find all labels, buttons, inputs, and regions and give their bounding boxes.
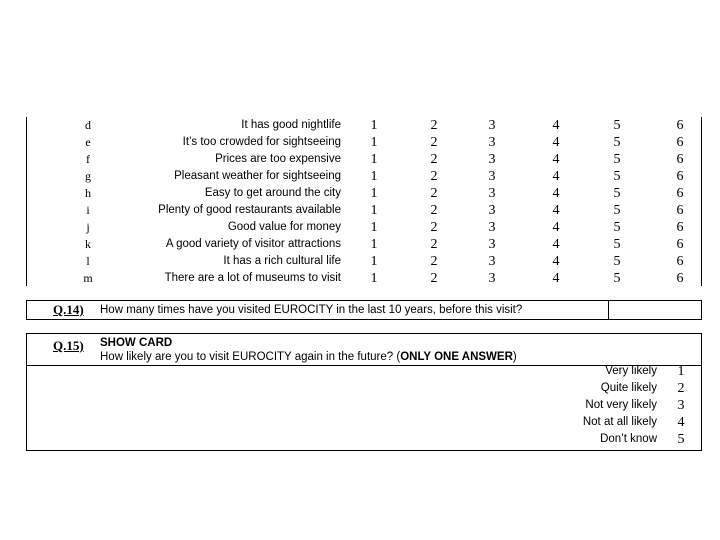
rating-option-4[interactable]: 4 (552, 237, 560, 252)
rating-option-4[interactable]: 4 (552, 169, 560, 184)
rating-option-6[interactable]: 6 (676, 169, 684, 184)
rating-option-4[interactable]: 4 (552, 203, 560, 218)
rating-option-5[interactable]: 5 (613, 271, 621, 286)
row-letter: g (85, 169, 91, 183)
answer-option-code[interactable]: 2 (677, 381, 685, 396)
rating-option-5[interactable]: 5 (613, 135, 621, 150)
row-statement: Pleasant weather for sightseeing (174, 170, 341, 182)
answer-option[interactable] (27, 380, 701, 397)
table-row (26, 219, 702, 236)
answer-option-code[interactable]: 5 (677, 432, 685, 447)
rating-option-5[interactable]: 5 (613, 186, 621, 201)
rating-option-6[interactable]: 6 (676, 135, 684, 150)
rating-option-4[interactable]: 4 (552, 186, 560, 201)
row-letter: e (85, 135, 91, 149)
question-15-text (100, 350, 517, 364)
rating-option-1[interactable]: 1 (370, 135, 378, 150)
rating-option-3[interactable]: 3 (488, 152, 496, 167)
rating-table (26, 117, 702, 286)
row-letter: m (83, 271, 93, 285)
row-letter: j (86, 220, 90, 234)
rating-option-2[interactable]: 2 (430, 152, 438, 167)
rating-option-5[interactable]: 5 (613, 203, 621, 218)
question-15-number: Q.15) (53, 338, 84, 353)
rating-option-3[interactable]: 3 (488, 271, 496, 286)
rating-option-1[interactable]: 1 (370, 254, 378, 269)
answer-option-label: Quite likely (600, 382, 657, 394)
row-statement: It has a rich cultural life (223, 255, 341, 267)
answer-option[interactable] (27, 414, 701, 431)
rating-option-4[interactable]: 4 (552, 271, 560, 286)
row-statement: Plenty of good restaurants available (158, 204, 341, 216)
rating-option-4[interactable]: 4 (552, 220, 560, 235)
rating-option-5[interactable]: 5 (613, 254, 621, 269)
rating-option-3[interactable]: 3 (488, 203, 496, 218)
question-14-box (26, 300, 702, 320)
rating-option-2[interactable]: 2 (430, 169, 438, 184)
row-statement: There are a lot of museums to visit (164, 272, 341, 284)
answer-option[interactable] (27, 363, 701, 380)
answer-option[interactable] (27, 431, 701, 448)
question-14-answer-cell[interactable] (609, 301, 701, 319)
rating-option-2[interactable]: 2 (430, 271, 438, 286)
question-14-text: How many times have you visited EUROCITY in the last 10 years, before this visit? (100, 304, 523, 316)
answer-option-label: Not at all likely (582, 416, 657, 428)
rating-option-5[interactable]: 5 (613, 237, 621, 252)
answer-option[interactable] (27, 397, 701, 414)
table-row (26, 270, 702, 287)
rating-option-6[interactable]: 6 (676, 118, 684, 133)
rating-option-3[interactable]: 3 (488, 118, 496, 133)
rating-option-4[interactable]: 4 (552, 135, 560, 150)
rating-option-2[interactable]: 2 (430, 203, 438, 218)
row-letter: f (86, 152, 90, 166)
rating-option-5[interactable]: 5 (613, 118, 621, 133)
rating-option-5[interactable]: 5 (613, 220, 621, 235)
question-15-box (26, 333, 702, 451)
table-row (26, 151, 702, 168)
rating-option-1[interactable]: 1 (370, 118, 378, 133)
rating-option-6[interactable]: 6 (676, 254, 684, 269)
rating-option-3[interactable]: 3 (488, 237, 496, 252)
row-statement: Prices are too expensive (215, 153, 341, 165)
question-15-text-end: ) (512, 351, 517, 363)
rating-option-6[interactable]: 6 (676, 203, 684, 218)
rating-option-2[interactable]: 2 (430, 254, 438, 269)
answer-option-label: Very likely (605, 365, 657, 377)
rating-option-6[interactable]: 6 (676, 271, 684, 286)
rating-option-1[interactable]: 1 (370, 237, 378, 252)
row-statement: Good value for money (227, 221, 341, 233)
rating-option-2[interactable]: 2 (430, 118, 438, 133)
table-row (26, 168, 702, 185)
answer-option-label: Not very likely (585, 399, 657, 411)
answer-option-code[interactable]: 3 (677, 398, 685, 413)
show-card-label: SHOW CARD (100, 337, 173, 349)
rating-option-1[interactable]: 1 (370, 169, 378, 184)
answer-option-code[interactable]: 1 (677, 364, 685, 379)
table-row (26, 134, 702, 151)
answer-option-label: Don’t know (600, 433, 657, 445)
rating-option-2[interactable]: 2 (430, 135, 438, 150)
rating-option-3[interactable]: 3 (488, 186, 496, 201)
rating-option-2[interactable]: 2 (430, 186, 438, 201)
rating-option-5[interactable]: 5 (613, 152, 621, 167)
rating-option-5[interactable]: 5 (613, 169, 621, 184)
row-statement: A good variety of visitor attractions (165, 238, 341, 250)
row-letter: h (85, 186, 91, 200)
row-letter: l (86, 254, 90, 268)
rating-option-2[interactable]: 2 (430, 220, 438, 235)
table-row (26, 253, 702, 270)
rating-option-1[interactable]: 1 (370, 152, 378, 167)
row-letter: k (85, 237, 91, 251)
rating-option-3[interactable]: 3 (488, 254, 496, 269)
rating-option-1[interactable]: 1 (370, 271, 378, 286)
rating-option-6[interactable]: 6 (676, 220, 684, 235)
table-row (26, 185, 702, 202)
rating-option-2[interactable]: 2 (430, 237, 438, 252)
row-statement: It has good nightlife (241, 119, 341, 131)
table-row (26, 117, 702, 134)
rating-option-6[interactable]: 6 (676, 237, 684, 252)
row-letter: d (85, 118, 91, 132)
rating-option-3[interactable]: 3 (488, 135, 496, 150)
rating-option-4[interactable]: 4 (552, 152, 560, 167)
row-statement: Easy to get around the city (204, 187, 341, 199)
rating-option-4[interactable]: 4 (552, 118, 560, 133)
question-14-number: Q.14) (53, 302, 84, 317)
question-15-text-main: How likely are you to visit EUROCITY again in the future? ( (100, 351, 401, 363)
row-letter: i (86, 203, 90, 217)
table-row (26, 236, 702, 253)
rating-option-6[interactable]: 6 (676, 152, 684, 167)
rating-option-3[interactable]: 3 (488, 220, 496, 235)
rating-option-1[interactable]: 1 (370, 203, 378, 218)
row-statement: It’s too crowded for sightseeing (182, 136, 341, 148)
rating-option-1[interactable]: 1 (370, 186, 378, 201)
question-15-instruction: ONLY ONE ANSWER (400, 351, 513, 363)
table-row (26, 202, 702, 219)
rating-option-4[interactable]: 4 (552, 254, 560, 269)
rating-option-3[interactable]: 3 (488, 169, 496, 184)
answer-option-code[interactable]: 4 (677, 415, 685, 430)
rating-option-6[interactable]: 6 (676, 186, 684, 201)
rating-option-1[interactable]: 1 (370, 220, 378, 235)
